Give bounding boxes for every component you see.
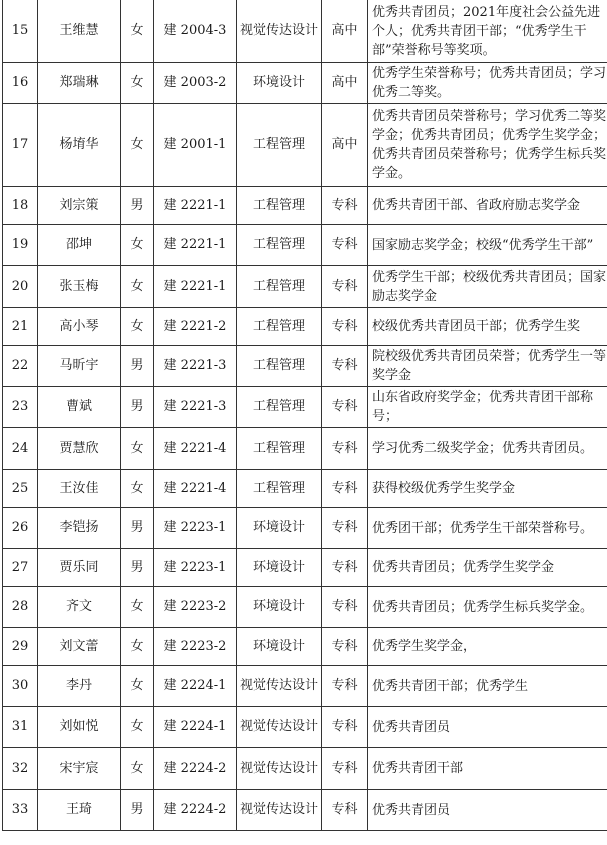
row-number: 29 — [3, 628, 38, 666]
education-level: 专科 — [322, 346, 368, 387]
education-level: 专科 — [322, 187, 368, 225]
student-name: 李铠扬 — [38, 508, 121, 549]
row-number: 26 — [3, 508, 38, 549]
class-code: 建 2003-2 — [154, 63, 237, 104]
row-number: 33 — [3, 790, 38, 831]
gender: 男 — [121, 508, 154, 549]
student-name: 王琦 — [38, 790, 121, 831]
major: 工程管理 — [237, 187, 322, 225]
education-level: 专科 — [322, 549, 368, 587]
gender: 女 — [121, 225, 154, 266]
gender: 女 — [121, 428, 154, 470]
student-name: 刘如悦 — [38, 707, 121, 748]
class-code: 建 2223-2 — [154, 587, 237, 628]
student-name: 李丹 — [38, 666, 121, 707]
major: 工程管理 — [237, 470, 322, 508]
gender: 女 — [121, 470, 154, 508]
table-row — [3, 628, 607, 666]
awards-text: 优秀共青团干部；优秀学生 — [368, 666, 607, 707]
gender: 男 — [121, 549, 154, 587]
class-code: 建 2001-1 — [154, 104, 237, 187]
gender: 女 — [121, 748, 154, 790]
table-row — [3, 387, 607, 428]
major: 环境设计 — [237, 63, 322, 104]
major: 视觉传达设计 — [237, 790, 322, 831]
awards-text: 优秀共青团员荣誉称号；学习优秀二等奖学金；优秀共青团员；优秀学生奖学金；优秀共青团员荣誉称号；优秀学生标兵奖学金。 — [368, 104, 607, 187]
education-level: 专科 — [322, 790, 368, 831]
awards-text: 优秀共青团干部 — [368, 748, 607, 790]
row-number: 16 — [3, 63, 38, 104]
row-number: 25 — [3, 470, 38, 508]
awards-text: 优秀共青团员 — [368, 707, 607, 748]
row-number: 23 — [3, 387, 38, 428]
awards-table-body — [3, 0, 607, 831]
student-name: 马昕宇 — [38, 346, 121, 387]
gender: 女 — [121, 707, 154, 748]
awards-text: 优秀共青团员；2021年度社会公益先进个人；优秀共青团干部；“优秀学生干部”荣誉称号等奖项。 — [368, 0, 607, 63]
awards-text: 优秀团干部；优秀学生干部荣誉称号。 — [368, 508, 607, 549]
table-row — [3, 707, 607, 748]
major: 工程管理 — [237, 266, 322, 308]
table-row — [3, 308, 607, 346]
awards-text: 校级优秀共青团员干部；优秀学生奖 — [368, 308, 607, 346]
major: 工程管理 — [237, 225, 322, 266]
gender: 女 — [121, 266, 154, 308]
class-code: 建 2223-1 — [154, 508, 237, 549]
major: 工程管理 — [237, 104, 322, 187]
awards-text: 优秀共青团员；优秀学生标兵奖学金。 — [368, 587, 607, 628]
student-name: 贾慧欣 — [38, 428, 121, 470]
major: 工程管理 — [237, 387, 322, 428]
student-name: 贾乐同 — [38, 549, 121, 587]
awards-text: 国家励志奖学金；校级“优秀学生干部” — [368, 225, 607, 266]
student-name: 杨堉华 — [38, 104, 121, 187]
student-name: 宋宇宸 — [38, 748, 121, 790]
gender: 女 — [121, 587, 154, 628]
class-code: 建 2223-1 — [154, 549, 237, 587]
awards-text: 院校级优秀共青团员荣誉；优秀学生一等奖学金 — [368, 346, 607, 387]
education-level: 高中 — [322, 63, 368, 104]
class-code: 建 2221-1 — [154, 187, 237, 225]
awards-table — [2, 0, 607, 831]
gender: 女 — [121, 666, 154, 707]
class-code: 建 2224-2 — [154, 790, 237, 831]
major: 视觉传达设计 — [237, 666, 322, 707]
student-name: 高小琴 — [38, 308, 121, 346]
table-row — [3, 0, 607, 63]
awards-text: 优秀学生荣誉称号；优秀共青团员；学习优秀二等奖。 — [368, 63, 607, 104]
education-level: 高中 — [322, 0, 368, 63]
education-level: 专科 — [322, 748, 368, 790]
gender: 男 — [121, 790, 154, 831]
table-row — [3, 470, 607, 508]
row-number: 31 — [3, 707, 38, 748]
table-row — [3, 104, 607, 187]
student-name: 刘宗策 — [38, 187, 121, 225]
class-code: 建 2221-1 — [154, 266, 237, 308]
education-level: 专科 — [322, 266, 368, 308]
student-name: 邵坤 — [38, 225, 121, 266]
major: 视觉传达设计 — [237, 748, 322, 790]
row-number: 17 — [3, 104, 38, 187]
class-code: 建 2221-3 — [154, 346, 237, 387]
education-level: 专科 — [322, 308, 368, 346]
education-level: 专科 — [322, 508, 368, 549]
major: 工程管理 — [237, 308, 322, 346]
major: 工程管理 — [237, 346, 322, 387]
row-number: 30 — [3, 666, 38, 707]
awards-text: 优秀共青团员；优秀学生奖学金 — [368, 549, 607, 587]
major: 环境设计 — [237, 549, 322, 587]
major: 视觉传达设计 — [237, 0, 322, 63]
class-code: 建 2221-4 — [154, 470, 237, 508]
education-level: 专科 — [322, 225, 368, 266]
class-code: 建 2221-3 — [154, 387, 237, 428]
awards-text: 获得校级优秀学生奖学金 — [368, 470, 607, 508]
major: 环境设计 — [237, 628, 322, 666]
class-code: 建 2224-1 — [154, 666, 237, 707]
awards-text: 优秀学生奖学金， — [368, 628, 607, 666]
table-row — [3, 187, 607, 225]
awards-text: 优秀共青团干部、省政府励志奖学金 — [368, 187, 607, 225]
gender: 女 — [121, 63, 154, 104]
education-level: 高中 — [322, 104, 368, 187]
education-level: 专科 — [322, 587, 368, 628]
student-name: 刘文蕾 — [38, 628, 121, 666]
row-number: 19 — [3, 225, 38, 266]
major: 环境设计 — [237, 587, 322, 628]
class-code: 建 2224-1 — [154, 707, 237, 748]
table-row — [3, 587, 607, 628]
class-code: 建 2221-2 — [154, 308, 237, 346]
awards-text: 山东省政府奖学金；优秀共青团干部称号； — [368, 387, 607, 428]
education-level: 专科 — [322, 428, 368, 470]
major: 工程管理 — [237, 428, 322, 470]
row-number: 18 — [3, 187, 38, 225]
row-number: 20 — [3, 266, 38, 308]
student-name: 王汝佳 — [38, 470, 121, 508]
class-code: 建 2221-1 — [154, 225, 237, 266]
class-code: 建 2004-3 — [154, 0, 237, 63]
student-name: 齐文 — [38, 587, 121, 628]
row-number: 21 — [3, 308, 38, 346]
row-number: 24 — [3, 428, 38, 470]
row-number: 32 — [3, 748, 38, 790]
table-row — [3, 266, 607, 308]
gender: 男 — [121, 187, 154, 225]
awards-text: 优秀共青团员 — [368, 790, 607, 831]
table-row — [3, 63, 607, 104]
row-number: 22 — [3, 346, 38, 387]
class-code: 建 2221-4 — [154, 428, 237, 470]
gender: 男 — [121, 346, 154, 387]
student-name: 张玉梅 — [38, 266, 121, 308]
table-row — [3, 549, 607, 587]
class-code: 建 2223-2 — [154, 628, 237, 666]
table-row — [3, 666, 607, 707]
gender: 女 — [121, 0, 154, 63]
row-number: 15 — [3, 0, 38, 63]
education-level: 专科 — [322, 387, 368, 428]
student-name: 曹斌 — [38, 387, 121, 428]
education-level: 专科 — [322, 470, 368, 508]
gender: 女 — [121, 628, 154, 666]
gender: 女 — [121, 104, 154, 187]
table-row — [3, 790, 607, 831]
row-number: 28 — [3, 587, 38, 628]
education-level: 专科 — [322, 628, 368, 666]
table-row — [3, 346, 607, 387]
student-name: 王维慧 — [38, 0, 121, 63]
awards-text: 优秀学生干部；校级优秀共青团员；国家励志奖学金 — [368, 266, 607, 308]
student-name: 郑瑞琳 — [38, 63, 121, 104]
major: 环境设计 — [237, 508, 322, 549]
table-row — [3, 428, 607, 470]
education-level: 专科 — [322, 707, 368, 748]
table-row — [3, 508, 607, 549]
gender: 男 — [121, 387, 154, 428]
education-level: 专科 — [322, 666, 368, 707]
awards-text: 学习优秀二级奖学金；优秀共青团员。 — [368, 428, 607, 470]
table-row — [3, 225, 607, 266]
table-row — [3, 748, 607, 790]
major: 视觉传达设计 — [237, 707, 322, 748]
gender: 女 — [121, 308, 154, 346]
row-number: 27 — [3, 549, 38, 587]
class-code: 建 2224-2 — [154, 748, 237, 790]
